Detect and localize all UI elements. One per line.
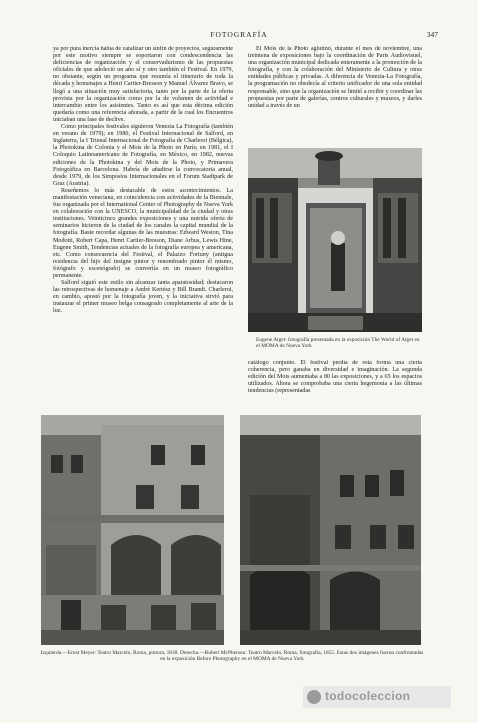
paragraph: Salford siguió este estilo sin alcanzar tanta aparatosidad; destacaron las retrospectivas de homenaje a André Kertész y Bill Brandt. Charleroi, en cambio, apostó por la fotografía joven, y la iniciativa sirvió para instaurar el primer museo belga consagrado completamente al arte de la luz. (53, 280, 233, 315)
watermark (303, 686, 451, 708)
atget-photo-image (248, 148, 422, 332)
paragraph: Como principales festivales siguieron Venezia La Fotografía (también en verano de 1979); en 1980, el Festival Internacional de Salford, en Inglaterra, la I Trienal Internacional de Fotografía de Charleroi (Bélgica), la Photokina de Colonia y el Mois de la Photo en París; en 1981, el I Coloquio Latinoamericano de Fotografía, en México, en 1982, nuevas ediciones de la Photokina y del Mois de la Photo, y Primavera Fotográfica en Barcelona. Habría de añadirse la convocatoria anual, desde 1979, de los Simposios Internacionales en el Forum Stadtpark de Graz (Austria). (53, 124, 233, 187)
atget-photograph (248, 148, 422, 332)
paragraph: ya por pura inercia había de catalizar un sinfín de proyectos, seguramente por este motivo siempre se soportaron con condescendencia las deficiencias de organización y el conservadurismo de las propuestas oficiales de que adoleció un año sí y otro también el Festival. En 1979, no obstante, según un programa que resumía el itinerario de toda la década y homenajes a Henri Cartier-Bresson y Manuel Álvarez Bravo, se llegó a una situación muy satisfactoria, tanto por la parte de la oferta provista por la organización como por la de volumen de actividad e intercambio entre los asistentes. Tanto es así que esta décima edición quedaría como una referencia añorada, a partir de la cual los Encuentros iniciaban una fase de declive. (53, 46, 233, 123)
atget-caption: Eugene Atget: fotografía presentada en la exposición The World of Atget en el MOMA de Nueva York (256, 337, 420, 350)
meyer-painting-image (41, 415, 224, 645)
running-title: FOTOGRAFÍA (210, 30, 268, 39)
watermark-logo-icon (307, 690, 321, 704)
mcpherson-photograph (240, 415, 421, 645)
paragraph: El Mois de la Photo aglutinó, durante el mes de noviembre, una treintena de exposiciones bajo la coordinación de Paris Audiovisuel, una organización municipal dedicada enteramente a la promoción de la fotografía, y con la colaboración del Ministerio de Cultura y otras entidades públicas y privadas. A diferencia de Venezia-La Fotografía, la programación no obedecía al criterio unificador de una sola entidad responsable, sino que la organización se limitó a recibir y coordinar las propuestas por parte de galerías, centros culturales y museos, y darles unidad a través de un (248, 46, 422, 109)
left-text-column (53, 46, 233, 411)
paired-images-caption: Izquierda.—Ernst Meyer: Teatro Marcelo, Roma, pintura, 1830. Derecha.—Robert McPherson: Teatro Marcelo, Roma, fotografía, 1855. Estas dos imágenes fueron confrontadas en la exposición Before Photography en el MOMA de Nueva York (40, 650, 424, 663)
paragraph: catálogo conjunto. El festival perdía de esta forma una cierta coherencia, pero ganaba en diversidad e imaginación. La segunda edición del Mois aumentaba a 80 las exposiciones, y a 65 los espacios utilizados. Ahora se comprobaba una cierta hegemonía a las últimas tendencias (representadas (248, 360, 422, 395)
page-header (0, 30, 478, 42)
page-number: 347 (426, 30, 438, 39)
right-text-column-top (248, 46, 422, 142)
mcpherson-photo-graphic (240, 415, 421, 645)
right-text-column-bottom (248, 360, 422, 412)
meyer-painting-graphic (41, 415, 224, 645)
watermark-text: todocoleccion (325, 689, 411, 703)
paragraph: Reseñemos lo más destacable de estos acontecimientos. La manifestación veneciana, en coincidencia con actividades de la Biennale, fue organizada por el International Center of Photography de Nueva York en colaboración con la UNESCO, la municipalidad de la ciudad y otras instituciones. Veinticinco grandes exposiciones y una nutrida oferta de seminarios hicieron de la ciudad de los canales la capital mundial de la fotografía. Baste recordar algunas de las muestras: Edward Weston, Tina Modotti, Robert Capa, Henri Cartier-Bresson, Diane Arbus, Lewis Hine, Eugene Smith, Tendencias actuales de la fotografía europea y americana, etc. Como consecuencia del Festival, el Palazzo Fortuny (antigua residencia del hijo del insigne pintor y renombrado pintor él mismo, fotógrafo y escenógrafo) se convertía en un museo fotográfico permanente. (53, 187, 233, 279)
